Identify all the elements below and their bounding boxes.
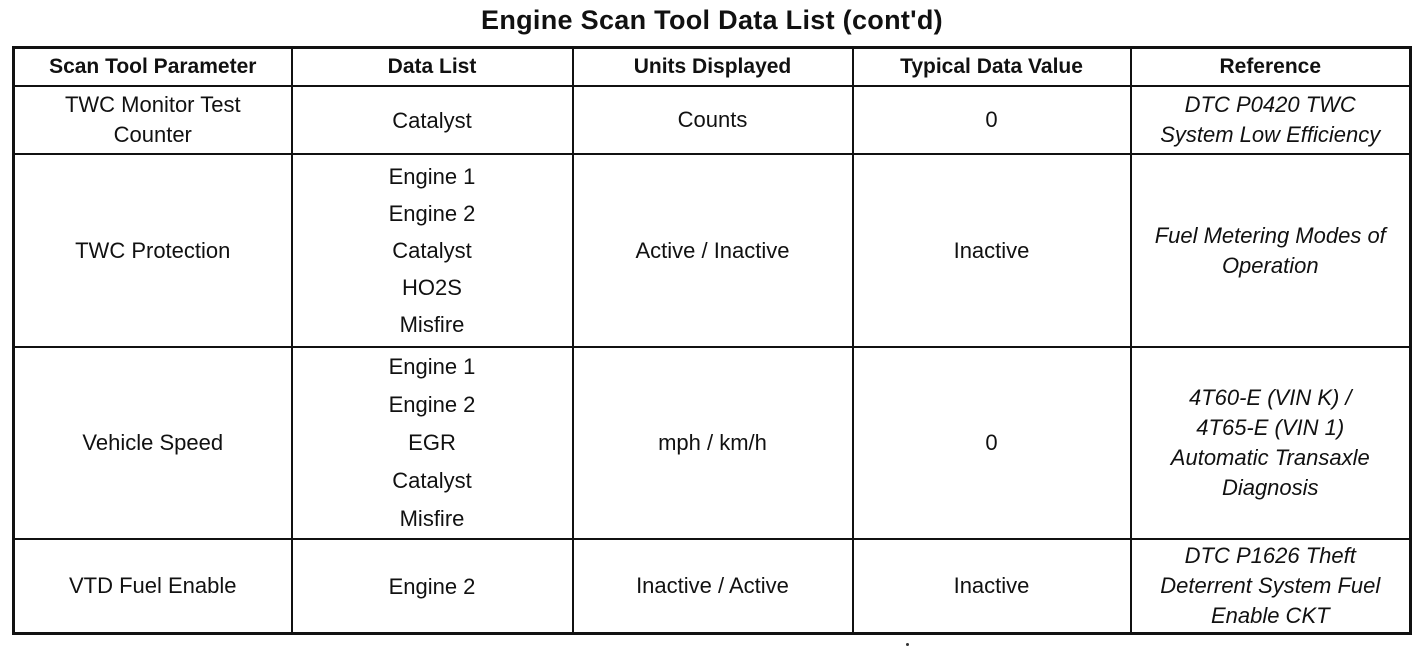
reference-line: DTC P1626 Theft — [1184, 543, 1356, 568]
page-title: Engine Scan Tool Data List (cont'd) — [481, 5, 943, 35]
data-list-item: Engine 1 — [388, 354, 476, 379]
table-row — [14, 347, 1411, 539]
typical-value-cell: 0 — [853, 347, 1131, 539]
data-list-cell — [292, 154, 573, 347]
reference-line: Fuel Metering Modes of — [1154, 222, 1386, 248]
data-list-item: EGR — [408, 430, 456, 455]
units-cell: Counts — [573, 86, 853, 154]
data-list-item: Engine 2 — [388, 573, 476, 599]
data-list-item: HO2S — [402, 275, 462, 300]
parameter-cell: TWC Protection — [14, 154, 292, 347]
reference-line: Diagnosis — [1221, 475, 1319, 500]
units-cell: Inactive / Active — [573, 539, 853, 634]
header-data-list: Data List — [292, 48, 573, 87]
data-list-cell — [292, 539, 573, 634]
data-list-item: Engine 2 — [388, 392, 476, 417]
units-cell: mph / km/h — [573, 347, 853, 539]
reference-cell — [1131, 154, 1411, 347]
reference-cell — [1131, 347, 1411, 539]
header-typical-data-value: Typical Data Value — [853, 48, 1131, 87]
parameter-cell: VTD Fuel Enable — [14, 539, 292, 634]
reference-line: 4T60-E (VIN K) / — [1188, 385, 1352, 410]
header-reference: Reference — [1131, 48, 1411, 87]
data-table — [12, 46, 1412, 635]
data-list-item: Engine 2 — [388, 201, 476, 226]
reference-line: Operation — [1221, 252, 1319, 278]
table-row — [14, 154, 1411, 347]
scan-speck — [906, 643, 909, 646]
table-row — [14, 86, 1411, 154]
data-list-item: Misfire — [399, 312, 465, 337]
data-list-cell — [292, 347, 573, 539]
reference-line: Automatic Transaxle — [1170, 445, 1370, 470]
data-list-item: Misfire — [399, 506, 465, 531]
reference-cell — [1131, 539, 1411, 634]
table-row — [14, 539, 1411, 634]
typical-value-cell: Inactive — [853, 539, 1131, 634]
reference-line: Deterrent System Fuel — [1160, 573, 1381, 598]
units-cell: Active / Inactive — [573, 154, 853, 347]
reference-line: Enable CKT — [1210, 603, 1330, 628]
data-list-item: Engine 1 — [388, 164, 476, 189]
header-units-displayed: Units Displayed — [573, 48, 853, 87]
data-list-item: Catalyst — [392, 238, 472, 263]
parameter-cell: TWC Monitor Test Counter — [14, 86, 292, 154]
typical-value-cell: Inactive — [853, 154, 1131, 347]
reference-line: System Low Efficiency — [1160, 122, 1381, 147]
parameter-cell: Vehicle Speed — [14, 347, 292, 539]
reference-line: DTC P0420 TWC — [1184, 92, 1356, 117]
data-list-item: Catalyst — [392, 107, 472, 133]
header-scan-tool-parameter: Scan Tool Parameter — [14, 48, 292, 87]
reference-cell — [1131, 86, 1411, 154]
data-list-item: Catalyst — [392, 468, 472, 493]
reference-line: 4T65-E (VIN 1) — [1196, 415, 1345, 440]
header-row — [14, 48, 1411, 87]
data-list-cell — [292, 86, 573, 154]
typical-value-cell: 0 — [853, 86, 1131, 154]
